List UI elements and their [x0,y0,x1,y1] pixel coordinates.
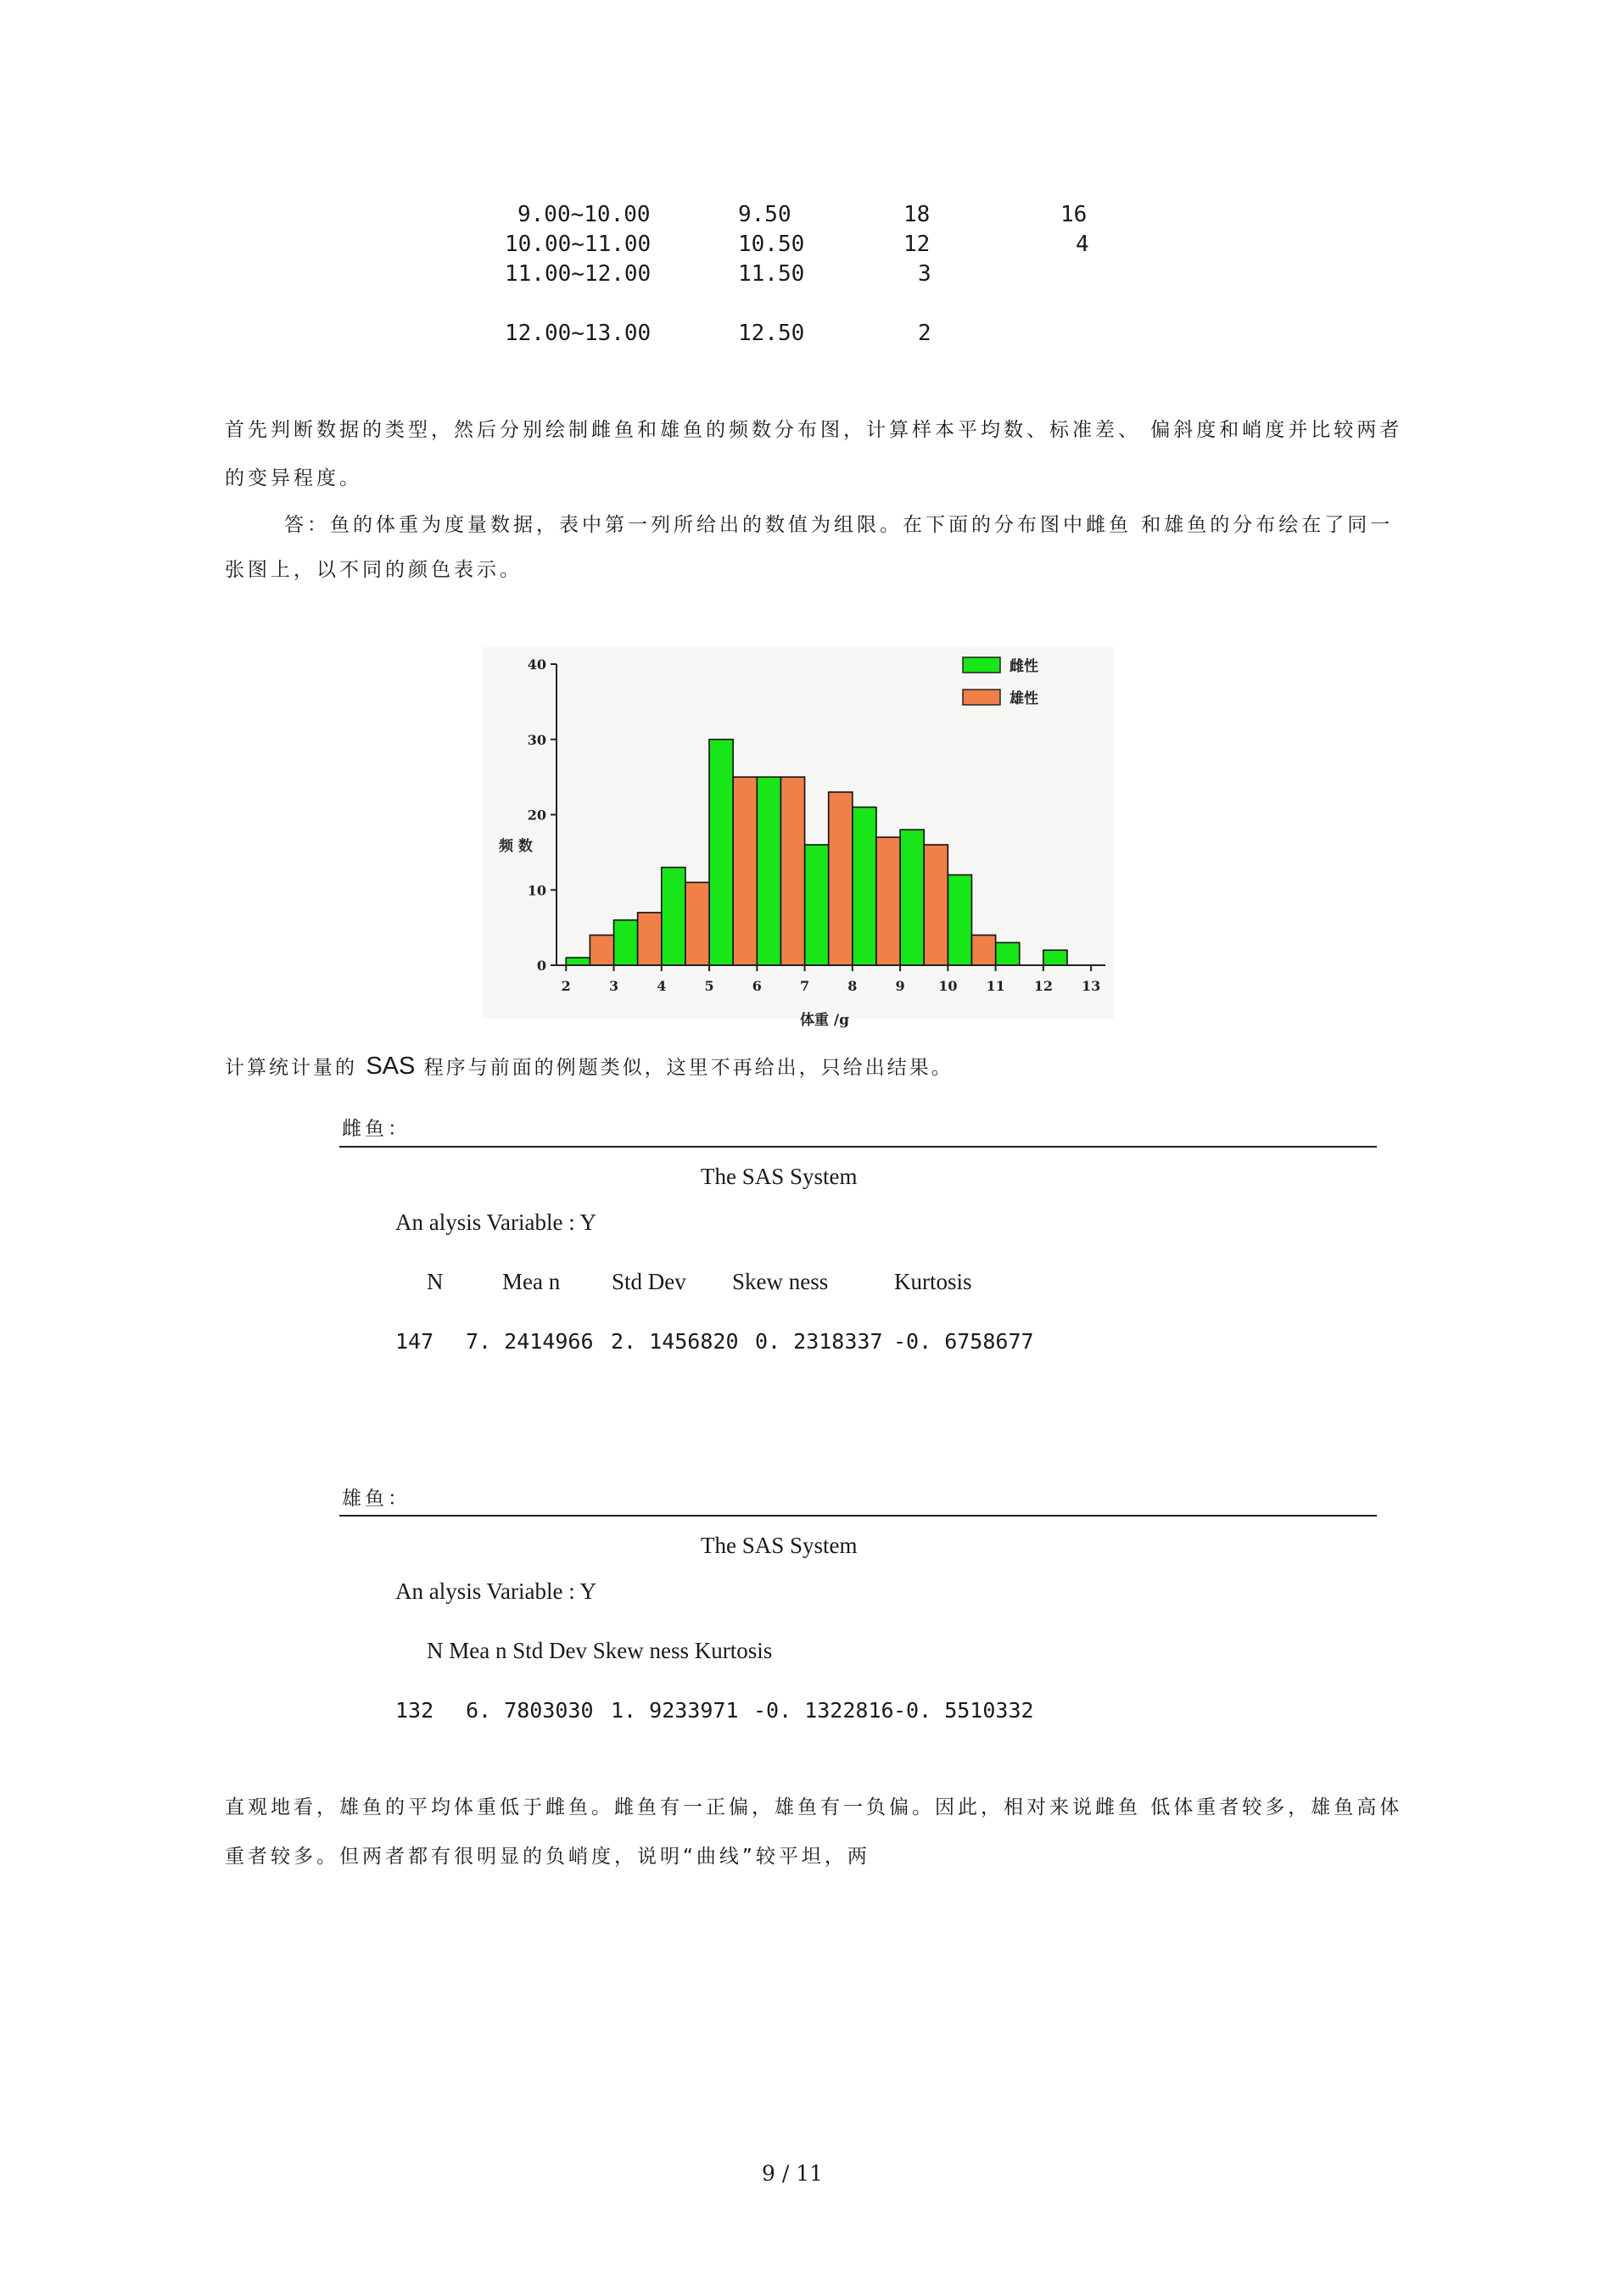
bar-male [638,913,662,965]
table-cell-range: 10.00~11.00 [505,232,652,257]
bar-female [662,868,685,965]
bar-female [757,777,780,965]
answer-line-1: 答：鱼的体重为度量数据，表中第一列所给出的数值为组限。在下面的分布图中雌鱼 和雄鱼的分布绘在了同一 [284,514,1394,536]
male-header-line: N Mea n Std Dev Skew ness Kurtosis [427,1638,773,1663]
x-tick-label: 7 [799,978,810,994]
x-tick-label: 5 [704,978,714,994]
female-section-rule [339,1146,1377,1148]
x-tick-label: 3 [608,978,619,994]
bar-male [780,777,804,965]
table-cell-female: 12 [903,232,931,257]
sas-note-prefix: 计算统计量的 [225,1057,357,1079]
bar-male [924,845,948,965]
male-value-stddev: 1. 9233971 [611,1698,739,1723]
male-value-kurtosis: -0. 5510332 [893,1698,1034,1723]
sas-note [225,1052,954,1081]
female-value-mean: 7. 2414966 [466,1329,594,1354]
bar-female [614,920,638,965]
female-sas-title: The SAS System [701,1164,858,1189]
table-cell-female: 3 [918,261,931,287]
legend-label-male: 雄性 [1010,690,1038,707]
table-cell-male: 4 [1076,232,1089,257]
bar-male [876,837,900,965]
female-value-skewness: 0. 2318337 [755,1329,883,1354]
legend-swatch-male [963,690,1000,705]
male-analysis-variable: An alysis Variable : Y [395,1578,596,1604]
table-cell-mid: 11.50 [738,261,805,287]
answer-line-2: 张图上，以不同的颜色表示。 [225,559,523,581]
female-value-stddev: 2. 1456820 [611,1329,739,1354]
y-tick-label: 30 [527,731,546,748]
sas-note-suffix: 程序与前面的例题类似，这里不再给出，只给出结果。 [423,1057,954,1079]
bar-female [853,807,876,965]
table-cell-male: 16 [1060,202,1088,227]
female-header-stddev: Std Dev [612,1269,686,1294]
table-cell-mid: 12.50 [738,321,805,346]
y-tick-label: 20 [527,807,546,824]
x-tick-label: 12 [1033,978,1053,994]
bar-female [805,845,829,965]
bar-male [733,777,757,965]
x-tick-label: 2 [561,978,571,994]
y-tick-label: 40 [527,656,546,673]
bar-male [685,882,709,965]
table-cell-female: 2 [918,321,931,346]
bar-male [590,936,613,966]
conclusion-line-1: 直观地看，雄鱼的平均体重低于雌鱼。雌鱼有一正偏，雄鱼有一负偏。因此，相对来说雌鱼 低体重者较多，雄鱼高体 [225,1796,1403,1818]
x-tick-label: 11 [986,978,1005,994]
legend-swatch-female [963,657,1000,673]
x-tick-label: 10 [938,978,958,994]
female-header-mean: Mea n [502,1269,561,1294]
bar-female [996,942,1020,965]
sas-note-keyword: SAS [366,1053,416,1080]
bar-male [829,792,853,965]
x-tick-label: 6 [752,978,762,994]
female-value-n: 147 [395,1329,434,1354]
question-line-2: 的变异程度。 [225,467,362,489]
bar-female [1043,950,1067,965]
page-number: 9 / 11 [762,2161,824,2186]
bar-male [971,936,995,966]
x-axis-label: 体重 /g [800,1012,850,1029]
bar-female [709,740,733,965]
legend-label-female: 雌性 [1010,658,1038,675]
female-header-kurtosis: Kurtosis [894,1269,972,1294]
male-value-mean: 6. 7803030 [466,1698,594,1723]
male-sas-title: The SAS System [701,1533,858,1558]
y-tick-label: 10 [527,882,546,899]
female-header-skewness: Skew ness [732,1269,829,1294]
question-line-1: 首先判断数据的类型，然后分别绘制雌鱼和雄鱼的频数分布图，计算样本平均数、标准差、 偏斜度和峭度并比较两者 [225,419,1403,441]
x-tick-label: 4 [657,978,667,994]
bar-female [900,830,924,965]
y-tick-label: 0 [536,958,546,974]
table-cell-range: 11.00~12.00 [505,261,652,287]
female-header-n: N [427,1269,444,1294]
x-tick-label: 9 [895,978,905,994]
bar-female [948,875,971,966]
conclusion-line-2: 重者较多。但两者都有很明显的负峭度，说明“曲线”较平坦，两 [225,1846,870,1868]
table-cell-female: 18 [903,202,931,227]
x-tick-label: 13 [1081,978,1101,994]
male-value-n: 132 [395,1698,434,1723]
x-tick-label: 8 [847,978,858,994]
male-section-label: 雄鱼： [342,1488,411,1510]
table-cell-range: 12.00~13.00 [505,321,652,346]
frequency-histogram [482,647,1114,1029]
table-cell-mid: 9.50 [738,202,791,227]
male-section-rule [339,1515,1377,1517]
female-analysis-variable: An alysis Variable : Y [395,1209,596,1235]
y-axis-label: 频 数 [499,838,533,855]
female-section-label: 雌鱼： [342,1118,411,1140]
table-cell-mid: 10.50 [738,232,805,257]
bar-female [566,958,590,965]
table-cell-range: 9.00~10.00 [517,202,651,227]
female-value-kurtosis: -0. 6758677 [893,1329,1034,1354]
male-value-skewness: -0. 1322816 [753,1698,894,1723]
